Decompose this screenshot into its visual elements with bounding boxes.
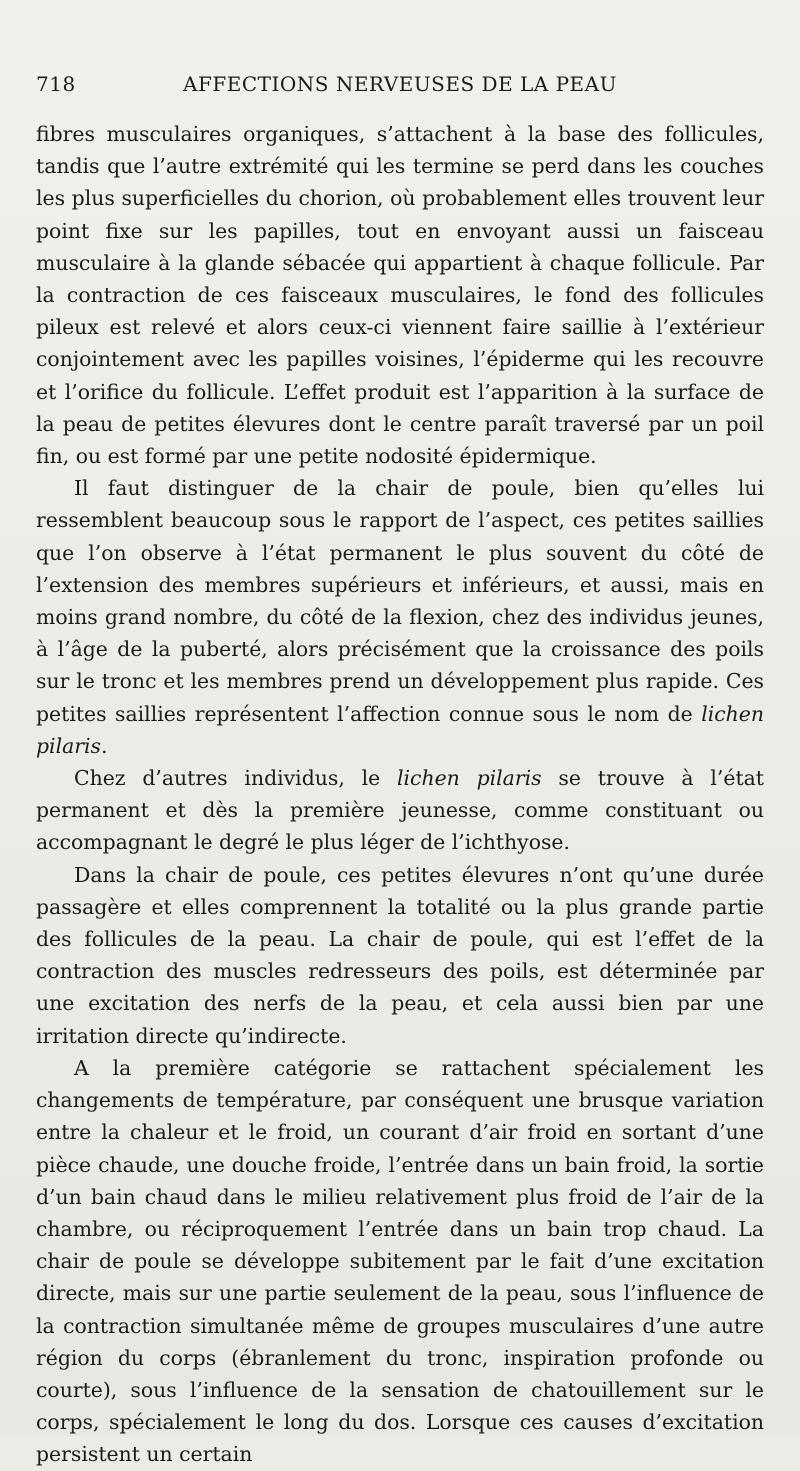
paragraph-text: fibres musculaires organiques, s’attachent à la base des follicules, tandis que l’autre extrémité qui les termine se perd dans les couches les plus superficielles du chorion, où probablement elles trouvent leur point fixe sur les papilles, tout en envoyant aussi un faisceau musculaire à la glande sébacée qui appartient à chaque follicule. Par la contraction de ces faisceaux musculaires, le fond des follicules pileux est relevé et alors ceux-ci viennent faire saillie à l’extérieur conjointement avec les papilles voisines, l’épiderme qui les recouvre et l’orifice du follicule. L’effet produit est l’apparition à la surface de la peau de petites élevures dont le centre paraît traversé par un poil fin, ou est formé par une petite nodosité épidermique. bbox=[36, 122, 764, 469]
paragraph-1 bbox=[36, 118, 764, 472]
page-body bbox=[36, 118, 764, 1471]
paragraph-5 bbox=[36, 1052, 764, 1471]
paragraph-2 bbox=[36, 472, 764, 762]
paragraph-text: Dans la chair de poule, ces petites élevures n’ont qu’une durée passagère et elles comprennent la totalité ou la plus grande partie des follicules de la peau. La chair de poule, qui est l’effet de la contraction des muscles redresseurs des poils, est déterminée par une excitation des nerfs de la peau, et cela aussi bien par une irritation directe qu’indirecte. bbox=[36, 862, 764, 1048]
running-title: AFFECTIONS NERVEUSES DE LA PEAU bbox=[183, 72, 617, 96]
italic-term: lichen pilaris bbox=[397, 766, 542, 791]
paragraph-text: A la première catégorie se rattachent spécialement les changements de température, par conséquent une brusque variation entre la chaleur et le froid, un courant d’air froid en sortant d’une pièce chaude, une douche froide, l’entrée dans un bain froid, la sortie d’un bain chaud dans le milieu relativement plus froid de l’air de la chambre, ou réciproquement l’entrée dans un bain trop chaud. La chair de poule se développe subitement par le fait d’une excitation directe, mais sur une partie seulement de la peau, sous l’influence de la contraction simultanée même de groupes musculaires d’une autre région du corps (ébranlement du tronc, inspiration profonde ou courte), sous l’influence de la sensation de chatouillement sur le corps, spécialement le long du dos. Lorsque ces causes d’excitation persistent un certain bbox=[36, 1055, 764, 1467]
page-number: 718 bbox=[36, 72, 76, 96]
paragraph-text: Chez d’autres individus, le bbox=[74, 766, 397, 791]
italic-term: lichen pilaris bbox=[36, 701, 764, 758]
page-header bbox=[36, 72, 764, 106]
paragraph-text: Il faut distinguer de la chair de poule, bien qu’elles lui ressemblent beaucoup sous le rapport de l’aspect, ces petites saillies que l’on observe à l’état permanent le plus souvent du côté de l’extension des membres supérieurs et inférieurs, et aussi, mais en moins grand nombre, du côté de la flexion, chez des individus jeunes, à l’âge de la puberté, alors précisément que la croissance des poils sur le tronc et les membres prend un développement plus rapide. Ces petites saillies représentent l’affection connue sous le nom de bbox=[36, 476, 764, 726]
paragraph-text: . bbox=[101, 733, 108, 758]
paragraph-text: se trouve à l’état permanent et dès la première jeunesse, comme constituant ou accompagnant le degré le plus léger de l’ichthyose. bbox=[36, 766, 764, 855]
paragraph-4 bbox=[36, 859, 764, 1052]
paragraph-3 bbox=[36, 762, 764, 859]
